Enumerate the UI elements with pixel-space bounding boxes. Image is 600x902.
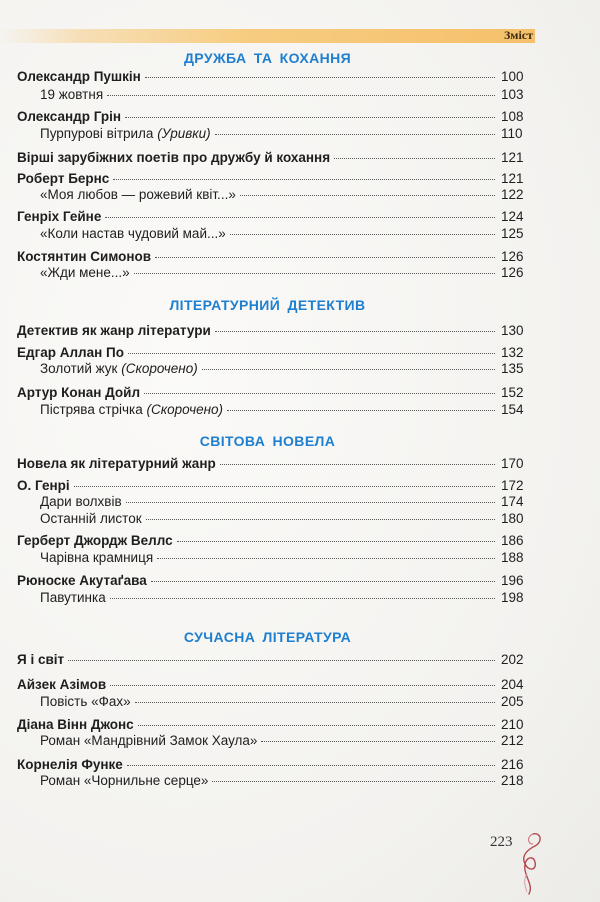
page-number: 125 <box>501 226 524 241</box>
toc-entry[interactable]: Роберт Бернс 121 <box>17 171 524 186</box>
page-number: 188 <box>501 550 524 565</box>
page-number: 132 <box>501 345 524 360</box>
leader-dots <box>105 216 495 218</box>
page-number: 205 <box>501 694 524 709</box>
leader-dots <box>107 94 495 96</box>
leader-dots <box>151 580 495 582</box>
leader-dots <box>146 518 495 520</box>
leader-dots <box>138 724 495 726</box>
toc-entry[interactable]: «Жди мене...» 126 <box>40 265 524 280</box>
leader-dots <box>126 501 495 503</box>
leader-dots <box>68 659 495 661</box>
page-number: 126 <box>501 265 524 280</box>
entry-note: (Скорочено) <box>146 402 224 417</box>
leader-dots <box>127 764 495 766</box>
page-number: 124 <box>501 209 524 224</box>
page-number: 174 <box>501 494 524 509</box>
leader-dots <box>240 194 495 196</box>
leader-dots <box>128 352 495 354</box>
leader-dots <box>110 597 495 599</box>
leader-dots <box>215 133 495 135</box>
header-title: Зміст <box>503 28 533 42</box>
leader-dots <box>261 740 495 742</box>
entry-note: (Скорочено) <box>121 361 198 376</box>
leader-dots <box>134 272 495 274</box>
flourish-ornament-icon <box>515 830 545 896</box>
page-number: 108 <box>501 109 524 124</box>
page-number: 135 <box>501 361 524 376</box>
leader-dots <box>220 463 495 465</box>
page-number: 126 <box>501 249 524 264</box>
page-number: 212 <box>501 733 524 748</box>
toc-entry[interactable]: «Коли настав чудовий май...» 125 <box>40 226 524 241</box>
page-number: 103 <box>501 87 524 102</box>
leader-dots <box>334 157 495 159</box>
page-number: 198 <box>501 590 524 605</box>
toc-entry[interactable]: Айзек Азімов 204 <box>17 677 524 692</box>
leader-dots <box>135 701 495 703</box>
section-heading-friendship-love: ДРУЖБА ТА КОХАННЯ <box>183 50 352 66</box>
toc-entry[interactable]: Пістрява стрічка (Скорочено) 154 <box>40 402 524 417</box>
toc-entry[interactable]: Новела як літературний жанр 170 <box>17 456 524 471</box>
page-number: 152 <box>501 385 524 400</box>
page-number: 121 <box>501 150 524 165</box>
leader-dots <box>230 233 495 235</box>
leader-dots <box>113 178 495 180</box>
toc-entry[interactable]: Герберт Джордж Веллс 186 <box>17 533 524 548</box>
leader-dots <box>74 485 495 487</box>
toc-entry[interactable]: Корнелія Функе 216 <box>17 757 524 772</box>
leader-dots <box>227 409 495 411</box>
page-number: 196 <box>501 573 524 588</box>
page-number: 186 <box>501 533 524 548</box>
leader-dots <box>155 256 495 258</box>
page-number: 180 <box>501 511 524 526</box>
page-number: 170 <box>501 456 524 471</box>
section-heading-modern-literature: СУЧАСНА ЛІТЕРАТУРА <box>183 629 352 645</box>
toc-entry[interactable]: Чарівна крамниця 188 <box>40 550 524 565</box>
toc-entry[interactable]: Дари волхвів 174 <box>40 494 524 509</box>
section-heading-literary-detective: ЛІТЕРАТУРНИЙ ДЕТЕКТИВ <box>169 297 366 313</box>
toc-entry[interactable]: Останній листок 180 <box>40 511 524 526</box>
toc-entry[interactable]: Олександр Грін 108 <box>17 109 524 124</box>
page-number: 216 <box>501 757 524 772</box>
toc-entry[interactable]: Едгар Аллан По 132 <box>17 345 524 360</box>
toc-entry[interactable]: Детектив як жанр літератури 130 <box>17 323 524 338</box>
toc-entry[interactable]: Вірші зарубіжних поетів про дружбу й кохання 121 <box>17 150 524 165</box>
header-bar <box>0 29 535 43</box>
leader-dots <box>177 540 495 542</box>
folio-page-number: 223 <box>490 834 513 850</box>
page-number: 218 <box>501 773 524 788</box>
page-number: 210 <box>501 717 524 732</box>
leader-dots <box>125 116 495 118</box>
page-number: 154 <box>501 402 524 417</box>
toc-entry[interactable]: 19 жовтня 103 <box>40 87 524 102</box>
entry-note: (Уривки) <box>157 126 211 141</box>
toc-entry[interactable]: Роман «Мандрівний Замок Хаула» 212 <box>40 733 524 748</box>
leader-dots <box>202 368 495 370</box>
toc-entry[interactable]: Павутинка 198 <box>40 590 524 605</box>
page-number: 204 <box>501 677 524 692</box>
page-number: 121 <box>501 171 524 186</box>
leader-dots <box>212 780 495 782</box>
leader-dots <box>145 76 495 78</box>
toc-entry[interactable]: Пурпурові вітрила (Уривки) 110 <box>40 126 525 142</box>
toc-entry[interactable]: Золотий жук (Скорочено) 135 <box>40 361 524 376</box>
page-number: 122 <box>501 187 524 202</box>
section-heading-world-novella: СВІТОВА НОВЕЛА <box>199 433 336 449</box>
toc-entry[interactable]: Роман «Чорнильне серце» 218 <box>40 773 524 788</box>
toc-entry[interactable]: Діана Вінн Джонс 210 <box>17 717 524 732</box>
page-number: 100 <box>501 69 524 84</box>
toc-entry[interactable]: Рюноске Акутаґава 196 <box>17 573 524 588</box>
leader-dots <box>215 330 495 332</box>
leader-dots <box>110 684 495 686</box>
page-number: 202 <box>501 652 524 667</box>
page-number: 110 <box>501 126 523 141</box>
toc-entry[interactable]: Я і світ 202 <box>17 652 524 667</box>
page-number: 172 <box>501 478 524 493</box>
toc-entry[interactable]: Костянтин Симонов 126 <box>17 249 524 264</box>
toc-entry[interactable]: Генріх Гейне 124 <box>17 209 524 224</box>
toc-entry[interactable]: Олександр Пушкін 100 <box>17 69 524 84</box>
toc-entry[interactable]: «Моя любов — рожевий квіт...» 122 <box>40 187 524 202</box>
page-number: 130 <box>501 323 524 338</box>
toc-entry[interactable]: О. Генрі 172 <box>17 478 524 493</box>
toc-entry[interactable]: Повість «Фах» 205 <box>40 694 524 709</box>
leader-dots <box>144 392 495 394</box>
toc-entry[interactable]: Артур Конан Дойл 152 <box>17 385 524 400</box>
leader-dots <box>157 557 495 559</box>
